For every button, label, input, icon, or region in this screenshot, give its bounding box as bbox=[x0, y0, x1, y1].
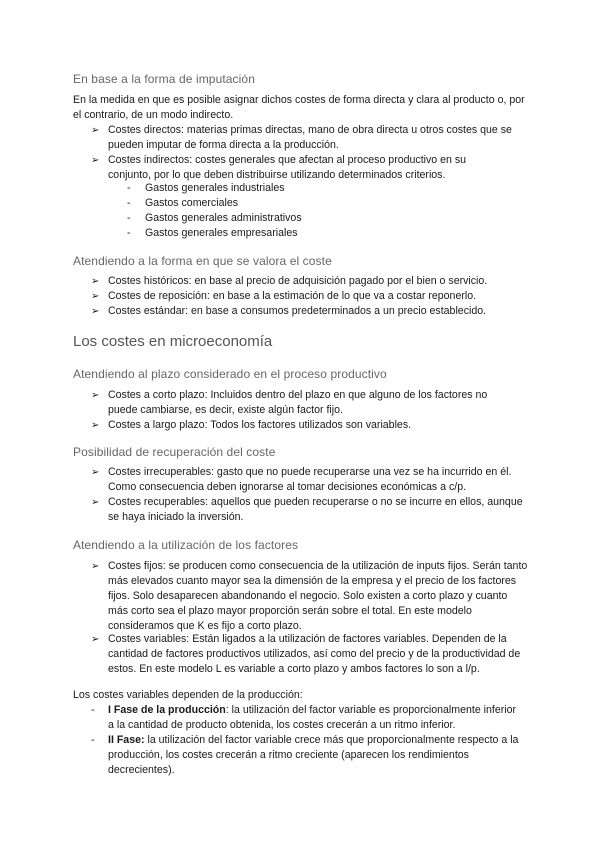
paragraph-imputacion-intro: En la medida en que es posible asignar dichos costes de forma directa y clara al producto o, por el contrario, de un modo indirecto. bbox=[73, 94, 525, 121]
phase-text: la utilización del factor variable crece más que proporcionalmente respecto a la producción, los costes crecerán a ritmo creciente (aparecen los rendimientos decrecientes). bbox=[108, 734, 519, 776]
list-item-costes-indirectos: Costes indirectos: costes generales que afectan al proceso productivo en su conjunto, por lo que deben distribuirse utilizando determinados criterios. bbox=[108, 154, 467, 181]
list-item-costes-reposicion: Costes de reposición: en base a la estimación de lo que va a costar reponerlo. bbox=[108, 290, 477, 302]
arrow-bullet-icon: ➢ bbox=[91, 420, 100, 431]
arrow-bullet-icon: ➢ bbox=[91, 497, 100, 508]
heading-imputacion: En base a la forma de imputación bbox=[73, 72, 255, 86]
dash-bullet-icon: - bbox=[91, 734, 95, 746]
phase-text: : la utilización del factor variable es proporcionalmente inferior a la cantidad de producto obtenida, los costes crecerán a un ritmo inferior. bbox=[108, 704, 517, 731]
paragraph-costes-variables: Los costes variables dependen de la producción: bbox=[73, 689, 303, 701]
sublist-item: Gastos generales administrativos bbox=[145, 212, 302, 224]
phase-label: II Fase: bbox=[108, 734, 145, 746]
arrow-bullet-icon: ➢ bbox=[91, 467, 100, 478]
sublist-item: Gastos generales empresariales bbox=[145, 227, 298, 239]
heading-recuperacion: Posibilidad de recuperación del coste bbox=[73, 445, 276, 459]
heading-factores: Atendiendo a la utilización de los factores bbox=[73, 538, 299, 552]
dash-bullet-icon: - bbox=[127, 227, 131, 239]
list-item-fase-1 bbox=[108, 703, 518, 733]
list-item-fase-2 bbox=[108, 733, 533, 778]
dash-bullet-icon: - bbox=[91, 704, 95, 716]
list-item-largo-plazo: Costes a largo plazo: Todos los factores utilizados son variables. bbox=[108, 419, 412, 431]
list-item-costes-fijos: Costes fijos: se producen como consecuencia de la utilización de inputs fijos. Serán tanto más elevados cuanto mayor sea la dimensión de la empresa y el precio de los factores fijos. Solo desaparecen abandonando el negocio. Solo existen a corto plazo y cuanto más corto sea el plazo mayor proporción serán sobre el total. En este modelo consideramos que K es fijo a corto plazo. bbox=[108, 560, 528, 632]
arrow-bullet-icon: ➢ bbox=[91, 306, 100, 317]
arrow-bullet-icon: ➢ bbox=[91, 390, 100, 401]
arrow-bullet-icon: ➢ bbox=[91, 125, 100, 136]
arrow-bullet-icon: ➢ bbox=[91, 276, 100, 287]
list-item-costes-directos: Costes directos: materias primas directas, mano de obra directa u otros costes que se pueden imputar de forma directa a la producción. bbox=[108, 124, 512, 151]
arrow-bullet-icon: ➢ bbox=[91, 155, 100, 166]
arrow-bullet-icon: ➢ bbox=[91, 561, 100, 572]
list-item-costes-historicos: Costes históricos: en base al precio de adquisición pagado por el bien o servicio. bbox=[108, 275, 488, 287]
arrow-bullet-icon: ➢ bbox=[91, 634, 100, 645]
list-item-corto-plazo: Costes a corto plazo: Incluidos dentro del plazo en que alguno de los factores no puede cambiarse, es decir, existe algún factor fijo. bbox=[108, 389, 488, 416]
dash-bullet-icon: - bbox=[127, 212, 131, 224]
list-item-costes-variables: Costes variables: Están ligados a la utilización de factores variables. Dependen de la cantidad de factores productivos utilizados, así como del precio y de la productividad de estos. En este modelo L es variable a corto plazo y ambos factores lo son a l/p. bbox=[108, 633, 521, 675]
list-item-recuperables: Costes recuperables: aquellos que pueden recuperarse o no se incurre en ellos, aunque se haya iniciado la inversión. bbox=[108, 496, 523, 523]
dash-bullet-icon: - bbox=[127, 182, 131, 194]
section-title-microeconomia: Los costes en microeconomía bbox=[73, 333, 273, 350]
phase-label: I Fase de la producción bbox=[108, 704, 226, 716]
sublist-item: Gastos comerciales bbox=[145, 197, 239, 209]
heading-valoracion: Atendiendo a la forma en que se valora el coste bbox=[73, 254, 332, 268]
arrow-bullet-icon: ➢ bbox=[91, 291, 100, 302]
heading-plazo: Atendiendo al plazo considerado en el proceso productivo bbox=[73, 367, 387, 381]
sublist-item: Gastos generales industriales bbox=[145, 182, 285, 194]
list-item-irrecuperables: Costes irrecuperables: gasto que no puede recuperarse una vez se ha incurrido en él. Como consecuencia deben ignorarse al tomar decisiones económicas a c/p. bbox=[108, 466, 512, 493]
list-item-costes-estandar: Costes estándar: en base a consumos predeterminados a un precio establecido. bbox=[108, 305, 487, 317]
dash-bullet-icon: - bbox=[127, 197, 131, 209]
